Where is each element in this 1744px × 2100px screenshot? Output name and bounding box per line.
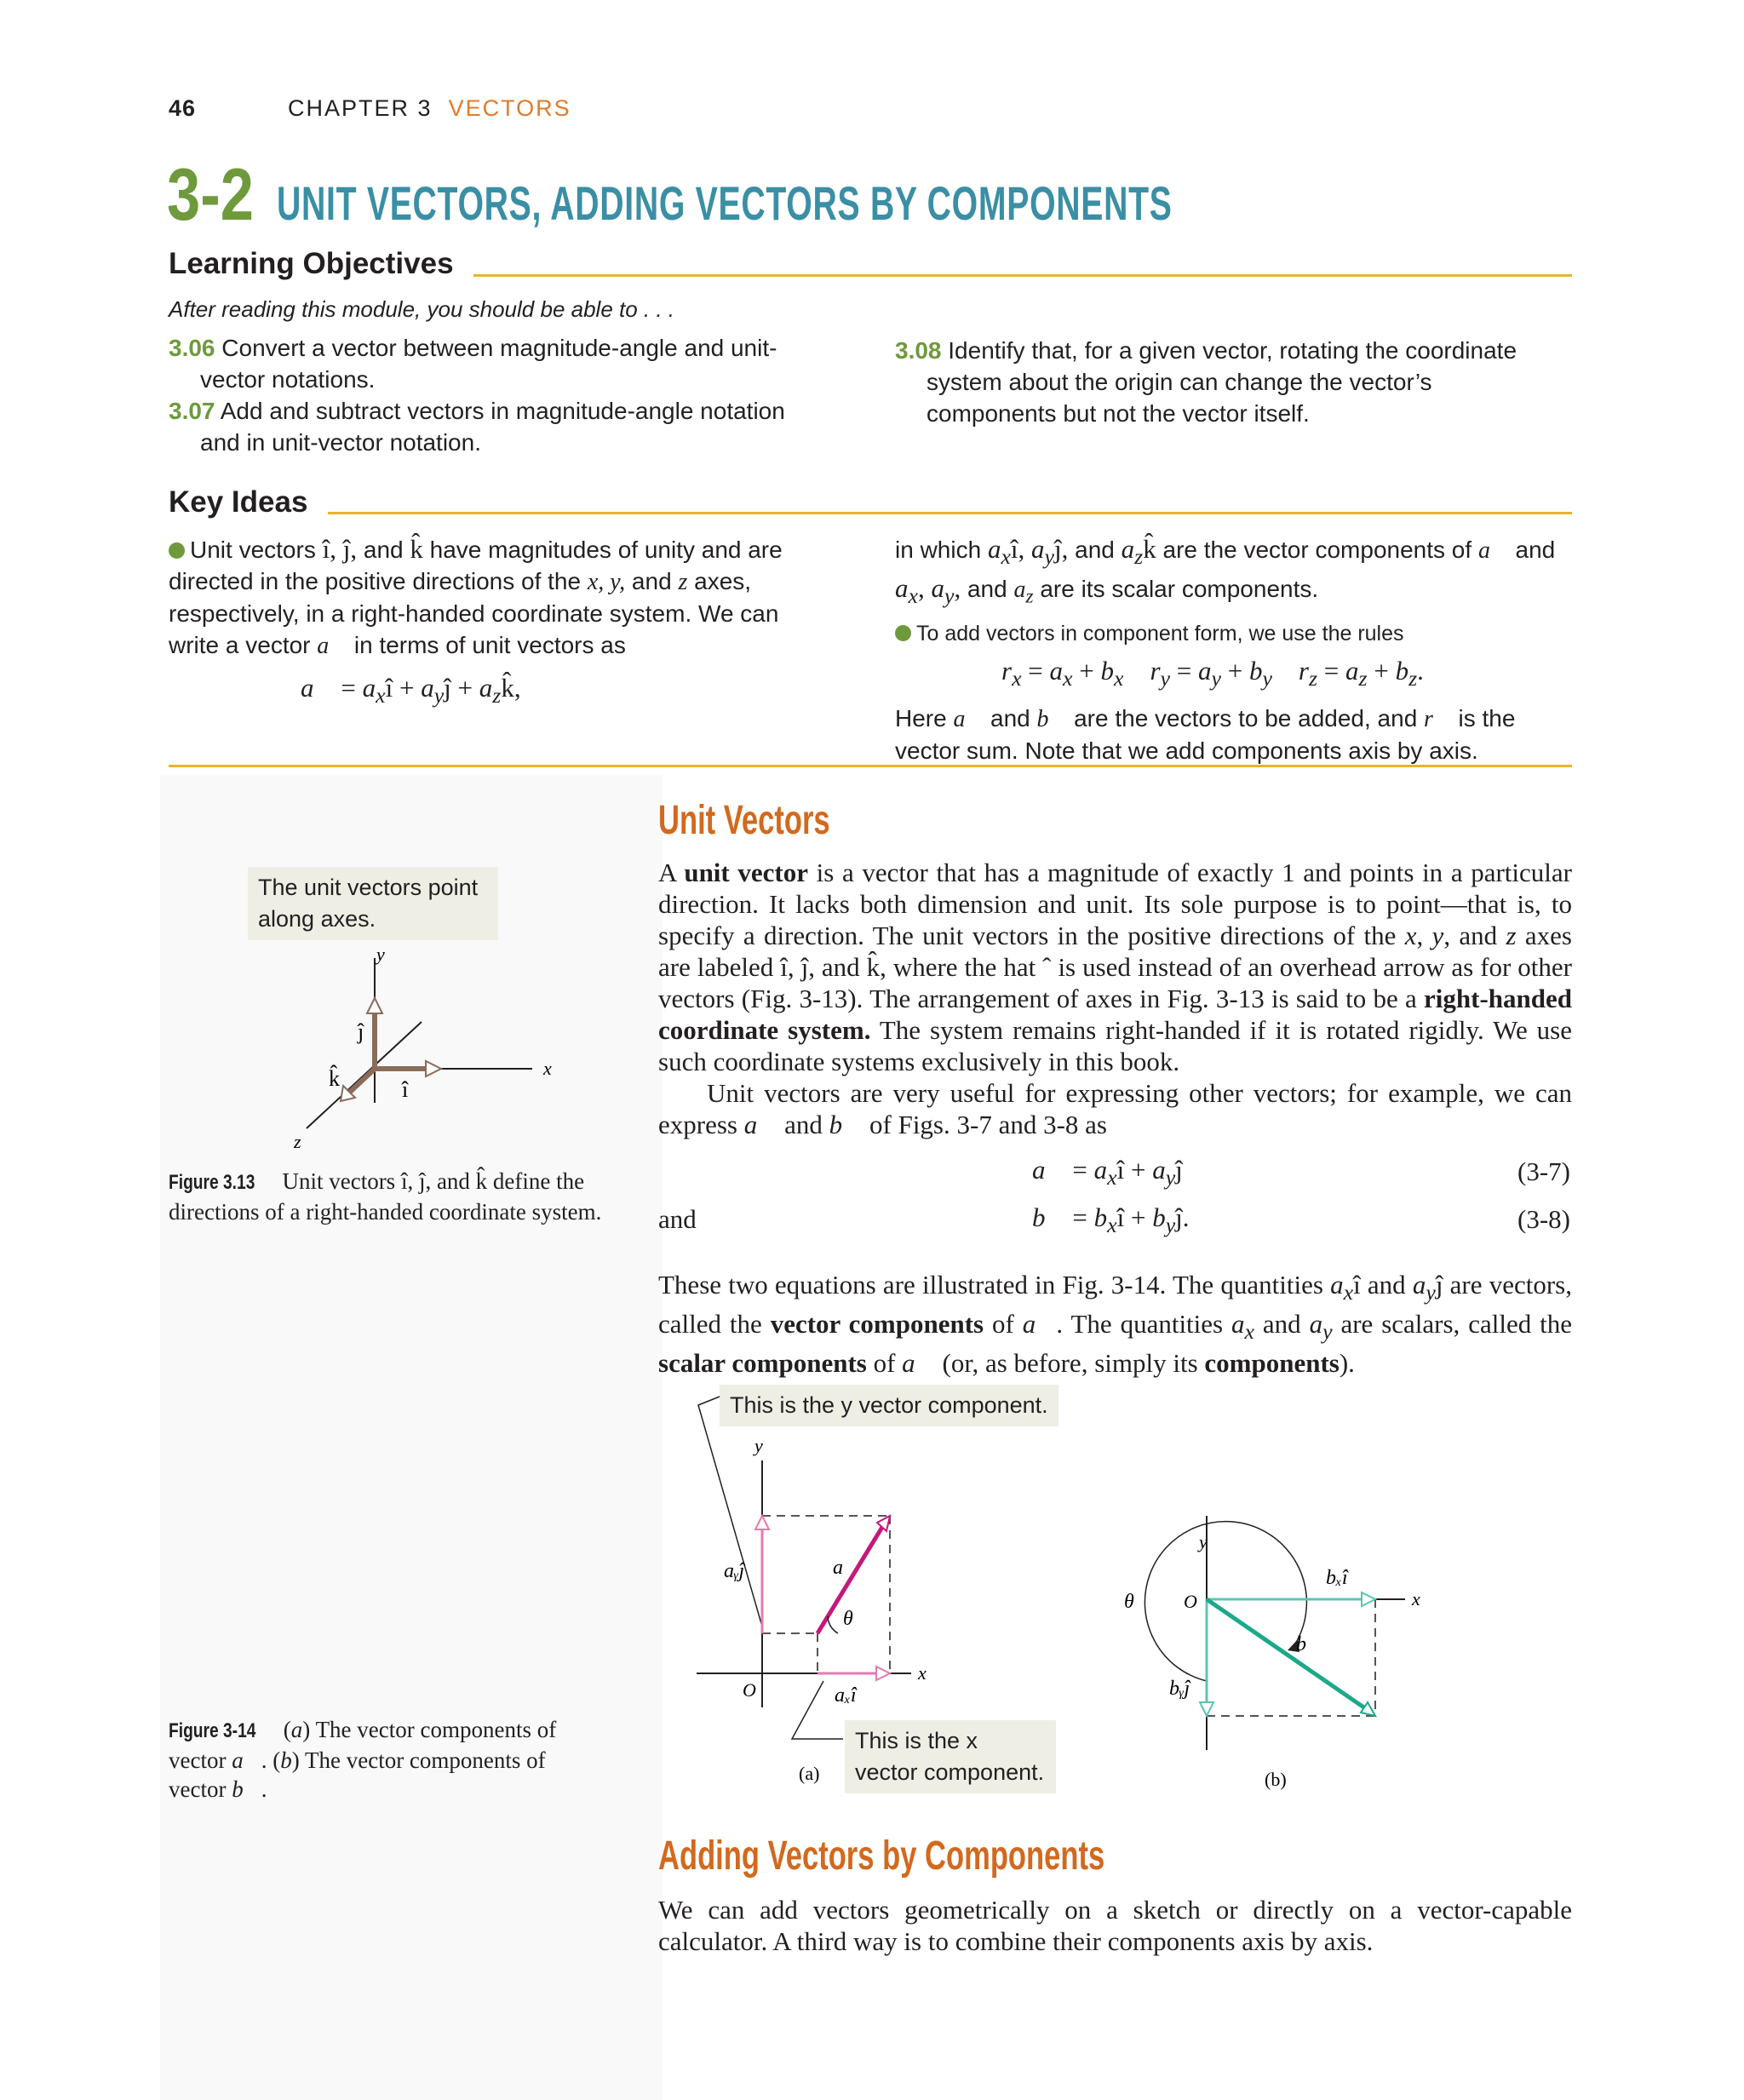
callout-y-leader: [698, 1397, 762, 1627]
unit-vector-equation: a⃗ = $a_xî$ + $a_yĵ$ + $a_zk̂$,: [301, 673, 521, 709]
ki-bottom-rule: [169, 765, 1572, 767]
lo-item: 3.08 Identify that, for a given vector, rotating the coordinate system about the origin can change the vector’s components but not the vector itself.: [895, 337, 1517, 427]
lo-rule: [473, 274, 1572, 277]
adding-vectors-paragraph: We can add vectors geometrically on a sketch or directly on a vector-capable calculator. A third way is to combine their components axis by axis.: [658, 1895, 1572, 1956]
component-sum-equation: $r_x = a_x + b_x$ $r_y = a_y + b_y$ $r_z = a_z + b_z$.: [1001, 655, 1424, 691]
bullet-icon: [169, 542, 185, 559]
running-head: [288, 95, 571, 122]
k-hat-vector: [347, 1069, 375, 1094]
vector-components-diagram: [681, 1380, 1482, 1805]
vector-b-label: b: [1296, 1633, 1306, 1655]
ax-i-label: aₓî: [835, 1684, 857, 1707]
equation-3-8-number: (3-8): [1517, 1204, 1570, 1234]
panel-b-x-label: x: [1412, 1588, 1420, 1609]
sub-b-label: (b): [1265, 1769, 1287, 1790]
figure-3-14-label: Figure 3-14: [169, 1719, 256, 1742]
ki-column-left: [169, 533, 807, 711]
panel-b-y-label: y: [1199, 1531, 1208, 1552]
j-hat-arrowhead-icon: [367, 998, 382, 1013]
unit-vectors-paragraph-3: These two equations are illustrated in Fig. 3-14. The quantities $a_xî$ and $a_yĵ$ are vectors, called the vector components of a⃗. The quantities $a_x$ and $a_y$ are scalars, called the scalar components of a⃗ (or, as before, simply its components).: [658, 1270, 1572, 1379]
ki-rule: [328, 512, 1572, 514]
sub-a-label: (a): [799, 1763, 820, 1784]
ax-i-arrowhead-icon: [876, 1667, 890, 1680]
key-ideas-heading: Key Ideas: [169, 485, 308, 519]
angle-arc: [828, 1616, 838, 1633]
adding-vectors-heading: Adding Vectors by Components: [658, 1833, 1105, 1879]
ki-paragraph: Here a⃗ and b⃗ are the vectors to be added, and r⃗ is the vector sum. Note that we add components axis by axis.: [895, 704, 1516, 764]
figure-3-14-callout-y: This is the y vector component.: [720, 1385, 1058, 1426]
angle-arc: [1144, 1522, 1306, 1681]
ki-paragraph: To add vectors in component form, we use the rules: [895, 618, 1576, 650]
z-axis: [307, 1022, 422, 1128]
section-title: UNIT VECTORS, ADDING VECTORS BY COMPONENTS: [277, 176, 1173, 230]
lo-item: 3.06 Convert a vector between magnitude-angle and unit-vector notations.: [169, 335, 777, 393]
equation-and: and: [658, 1204, 697, 1234]
panel-a-y-label: y: [754, 1435, 763, 1456]
unit-vectors-paragraph-2: Unit vectors are very useful for expressing other vectors; for example, we can express a⃗ and b⃗ of Figs. 3-7 and 3-8 as: [658, 1078, 1572, 1139]
panel-a-origin: O: [743, 1679, 756, 1701]
vector-b: [1207, 1599, 1368, 1710]
figure-3-13-callout: The unit vectors point along axes.: [248, 867, 498, 940]
bullet-icon: [895, 625, 911, 641]
by-j-label: bᵧĵ: [1169, 1678, 1190, 1700]
chapter-number: CHAPTER 3: [288, 95, 433, 121]
axis-y-label: y: [376, 945, 385, 965]
i-hat-arrowhead-icon: [426, 1061, 441, 1076]
lo-column-right: [895, 335, 1568, 429]
bx-i-arrowhead-icon: [1362, 1592, 1375, 1606]
bx-i-label: bₓî: [1326, 1567, 1348, 1589]
unit-vectors-paragraph-1: A unit vector is a vector that has a magnitude of exactly 1 and points in a particular direction. It lacks both dimension and unit. Its sole purpose is to point—that is, to specify a direction. The unit vectors in the positive directions of the x, y, and z axes are labeled î, ĵ, and k̂, where the hat ˆ is used instead of an overhead arrow as for other vectors (Fig. 3-13). The arrangement of axes in Fig. 3-13 is said to be a right-handed coordinate system. The system remains right-handed if it is rotated rigidly. We use such coordinate systems exclusively in this book.: [658, 858, 1572, 1076]
by-j-arrowhead-icon: [1200, 1702, 1213, 1716]
panel-a-x-label: x: [918, 1662, 926, 1684]
ay-j-arrowhead-icon: [755, 1516, 769, 1529]
section-number: 3-2: [167, 154, 254, 236]
unit-vector-axes-diagram: [255, 945, 596, 1167]
unit-vectors-heading: Unit Vectors: [658, 798, 830, 843]
lo-item: 3.07 Add and subtract vectors in magnitude-angle notation and in unit-vector notation.: [169, 398, 785, 456]
ki-paragraph: Unit vectors î, ĵ, and k̂ have magnitudes of unity and are directed in the positive directions of the x, y, and z axes, respectively, in a right-handed coordinate system. We can write a vector a⃗ in terms of unit vectors as: [169, 534, 783, 659]
figure-3-13-caption: Figure 3.13 Unit vectors î, ĵ, and k̂ define the directions of a right-handed coordinate system.: [169, 1168, 602, 1225]
figure-3-13-label: Figure 3.13: [169, 1171, 255, 1194]
theta-b-label: θ: [1124, 1591, 1134, 1613]
equation-3-8: b⃗ = $b_xî$ + $b_yĵ$.: [1032, 1202, 1190, 1238]
i-hat-label: î: [402, 1077, 409, 1102]
equation-3-7: a⃗ = $a_xî$ + $a_yĵ$: [1032, 1155, 1183, 1191]
axis-x-label: x: [543, 1058, 552, 1079]
vector-a-label: a: [833, 1557, 843, 1579]
theta-a-label: θ: [843, 1608, 853, 1630]
k-hat-label: k̂: [329, 1066, 340, 1091]
figure-3-14-caption: Figure 3-14 (a) The vector components of vector a⃗. (b) The vector components of vector b⃗.: [169, 1717, 557, 1802]
j-hat-label: ĵ: [358, 1019, 364, 1044]
panel-b-origin: O: [1184, 1591, 1197, 1612]
axis-z-label: z: [294, 1131, 301, 1152]
ay-j-label: aᵧĵ: [724, 1560, 745, 1582]
lo-column-left: [169, 332, 824, 458]
lo-intro: After reading this module, you should be able to . . .: [169, 296, 675, 322]
figure-3-14-callout-x: This is the x vector component.: [845, 1720, 1056, 1793]
ki-column-right: [895, 533, 1576, 766]
equation-3-7-number: (3-7): [1517, 1156, 1570, 1186]
chapter-topic: VECTORS: [448, 95, 571, 121]
ki-paragraph: in which $a_xî$, $a_yĵ$, and $a_zk̂$ are the vector components of a⃗ and $a_x$, $a_y$, and $a_z$ are its scalar components.: [895, 534, 1556, 609]
learning-objectives-heading: Learning Objectives: [169, 247, 454, 280]
page-number: 46: [169, 95, 197, 121]
